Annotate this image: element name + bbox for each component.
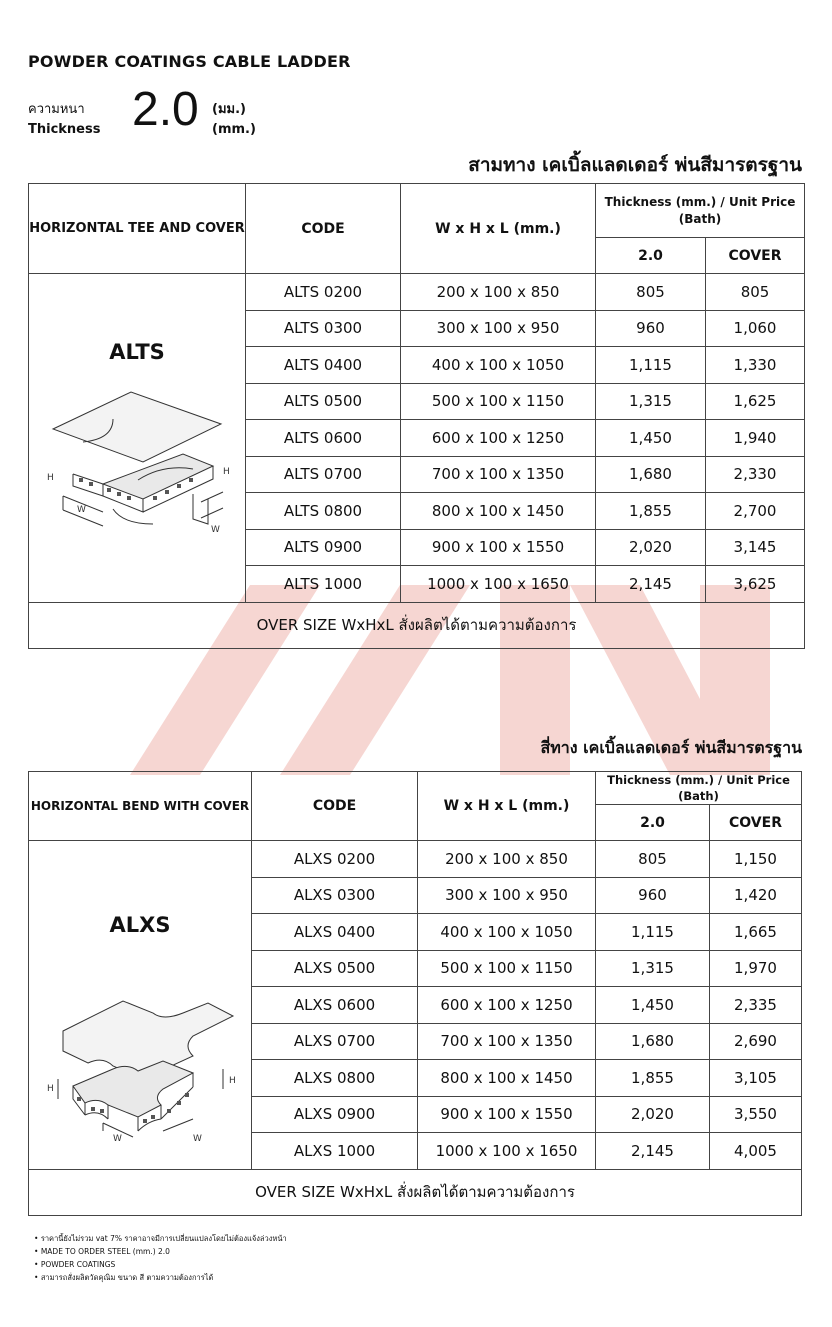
cell-dims: 700 x 100 x 1350 <box>401 456 596 493</box>
cell-cover: 4,005 <box>710 1133 802 1170</box>
cell-cover: 1,625 <box>706 383 805 420</box>
svg-text:W: W <box>193 1134 202 1145</box>
cell-price: 1,855 <box>596 493 706 530</box>
cell-cover: 3,550 <box>710 1096 802 1133</box>
cell-code: ALXS 0900 <box>252 1096 418 1133</box>
horizontal-tee-drawing <box>43 384 233 544</box>
cell-dims: 200 x 100 x 850 <box>418 841 596 878</box>
cell-price: 1,450 <box>596 987 710 1024</box>
cell-price: 2,145 <box>596 566 706 603</box>
cell-code: ALTS 1000 <box>246 566 401 603</box>
cell-price: 960 <box>596 877 710 914</box>
cell-dims: 300 x 100 x 950 <box>418 877 596 914</box>
section2-heading: สี่ทาง เคเบิ้ลแลดเดอร์ พ่นสีมารตรฐาน <box>540 738 802 757</box>
cell-cover: 3,625 <box>706 566 805 603</box>
cell-price: 2,020 <box>596 529 706 566</box>
cell-dims: 400 x 100 x 1050 <box>401 347 596 384</box>
cell-dims: 700 x 100 x 1350 <box>418 1023 596 1060</box>
col-code-header: CODE <box>246 184 401 274</box>
cell-code: ALTS 0800 <box>246 493 401 530</box>
cell-price: 1,680 <box>596 456 706 493</box>
cell-cover: 805 <box>706 274 805 311</box>
col-dims-header: W x H x L (mm.) <box>418 772 596 841</box>
cell-cover: 2,690 <box>710 1023 802 1060</box>
model-name: ALXS <box>109 913 171 938</box>
cell-dims: 600 x 100 x 1250 <box>418 987 596 1024</box>
svg-text:W: W <box>77 505 86 515</box>
cell-cover: 2,700 <box>706 493 805 530</box>
cell-dims: 900 x 100 x 1550 <box>401 529 596 566</box>
col-cover-header: COVER <box>710 805 802 841</box>
cell-code: ALXS 1000 <box>252 1133 418 1170</box>
col-cover-header: COVER <box>706 238 805 274</box>
svg-text:H: H <box>47 473 54 483</box>
cell-price: 1,450 <box>596 420 706 457</box>
cell-dims: 400 x 100 x 1050 <box>418 914 596 951</box>
cell-cover: 2,330 <box>706 456 805 493</box>
cell-price: 1,115 <box>596 347 706 384</box>
cell-dims: 800 x 100 x 1450 <box>401 493 596 530</box>
cell-code: ALXS 0400 <box>252 914 418 951</box>
col-thickness-header: 2.0 <box>596 238 706 274</box>
cell-code: ALTS 0900 <box>246 529 401 566</box>
cell-dims: 500 x 100 x 1150 <box>401 383 596 420</box>
alxs-price-table <box>28 771 802 1216</box>
cell-code: ALTS 0300 <box>246 310 401 347</box>
cell-cover: 1,330 <box>706 347 805 384</box>
footnote: • MADE TO ORDER STEEL (mm.) 2.0 <box>34 1245 287 1258</box>
thickness-unit-th: (มม.) <box>212 102 246 117</box>
footnote: • ราคานี้ยังไม่รวม vat 7% ราคาอาจมีการเปลี่ยนแปลงโดยไม่ต้องแจ้งล่วงหน้า <box>34 1232 287 1245</box>
cell-cover: 1,970 <box>710 950 802 987</box>
cell-dims: 800 x 100 x 1450 <box>418 1060 596 1097</box>
product-image-cell <box>29 274 246 603</box>
cell-price: 960 <box>596 310 706 347</box>
cell-code: ALTS 0500 <box>246 383 401 420</box>
cell-code: ALTS 0400 <box>246 347 401 384</box>
cell-code: ALXS 0300 <box>252 877 418 914</box>
thickness-value: 2.0 <box>132 83 199 136</box>
cell-cover: 3,145 <box>706 529 805 566</box>
col-product-header: HORIZONTAL BEND WITH COVER <box>29 772 252 841</box>
svg-text:W: W <box>113 1134 122 1145</box>
svg-text:W: W <box>211 525 220 535</box>
cell-dims: 200 x 100 x 850 <box>401 274 596 311</box>
model-name: ALTS <box>109 340 165 364</box>
cell-code: ALTS 0600 <box>246 420 401 457</box>
cell-price: 805 <box>596 841 710 878</box>
cell-code: ALXS 0600 <box>252 987 418 1024</box>
svg-text:H: H <box>47 1084 54 1095</box>
horizontal-cross-drawing <box>43 991 243 1151</box>
cell-cover: 1,150 <box>710 841 802 878</box>
col-price-header: Thickness (mm.) / Unit Price (Bath) <box>596 772 802 805</box>
table-row <box>29 274 805 311</box>
cell-dims: 600 x 100 x 1250 <box>401 420 596 457</box>
cell-cover: 1,060 <box>706 310 805 347</box>
table-row <box>29 841 802 878</box>
cell-code: ALTS 0200 <box>246 274 401 311</box>
cell-dims: 900 x 100 x 1550 <box>418 1096 596 1133</box>
cell-price: 1,680 <box>596 1023 710 1060</box>
cell-dims: 1000 x 100 x 1650 <box>401 566 596 603</box>
cell-code: ALXS 0500 <box>252 950 418 987</box>
oversize-note: OVER SIZE WxHxL สั่งผลิตได้ตามความต้องการ <box>29 1169 802 1215</box>
cell-code: ALXS 0700 <box>252 1023 418 1060</box>
alts-price-table <box>28 183 805 649</box>
thickness-unit-en: (mm.) <box>212 122 256 137</box>
cell-code: ALTS 0700 <box>246 456 401 493</box>
cell-cover: 3,105 <box>710 1060 802 1097</box>
thickness-label-th: ความหนา <box>28 102 85 117</box>
footnotes <box>34 1232 287 1284</box>
cell-cover: 2,335 <box>710 987 802 1024</box>
cell-price: 2,020 <box>596 1096 710 1133</box>
cell-dims: 300 x 100 x 950 <box>401 310 596 347</box>
cell-code: ALXS 0200 <box>252 841 418 878</box>
cell-code: ALXS 0800 <box>252 1060 418 1097</box>
cell-cover: 1,420 <box>710 877 802 914</box>
cell-price: 2,145 <box>596 1133 710 1170</box>
cell-price: 805 <box>596 274 706 311</box>
col-product-header: HORIZONTAL TEE AND COVER <box>29 184 246 274</box>
col-thickness-header: 2.0 <box>596 805 710 841</box>
cell-price: 1,855 <box>596 1060 710 1097</box>
cell-price: 1,315 <box>596 950 710 987</box>
footnote: • สามารถสั่งผลิตวัดคุณิม ขนาด สี ตามความต้องการได้ <box>34 1271 287 1284</box>
col-dims-header: W x H x L (mm.) <box>401 184 596 274</box>
cell-price: 1,115 <box>596 914 710 951</box>
cell-dims: 1000 x 100 x 1650 <box>418 1133 596 1170</box>
svg-text:H: H <box>223 467 230 477</box>
svg-text:H: H <box>229 1076 236 1087</box>
thickness-label-en: Thickness <box>28 122 101 137</box>
cell-dims: 500 x 100 x 1150 <box>418 950 596 987</box>
product-image-cell <box>29 841 252 1170</box>
page-title: POWDER COATINGS CABLE LADDER <box>28 52 351 71</box>
footnote: • POWDER COATINGS <box>34 1258 287 1271</box>
oversize-note: OVER SIZE WxHxL สั่งผลิตได้ตามความต้องการ <box>29 602 805 648</box>
section1-heading: สามทาง เคเบิ้ลแลดเดอร์ พ่นสีมารตรฐาน <box>468 154 802 176</box>
cell-price: 1,315 <box>596 383 706 420</box>
cell-cover: 1,665 <box>710 914 802 951</box>
col-price-header: Thickness (mm.) / Unit Price (Bath) <box>596 184 805 238</box>
col-code-header: CODE <box>252 772 418 841</box>
cell-cover: 1,940 <box>706 420 805 457</box>
